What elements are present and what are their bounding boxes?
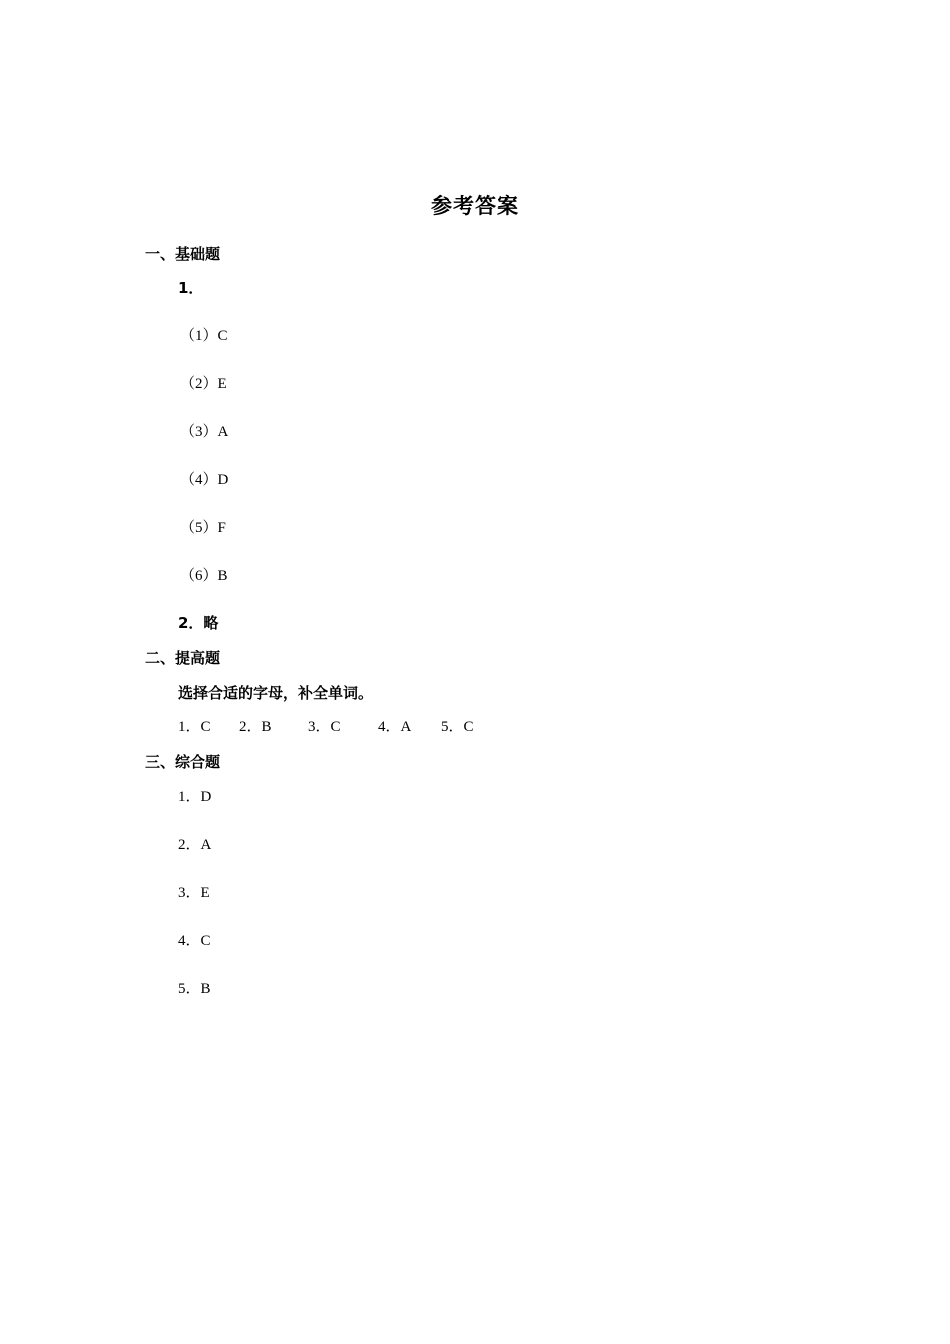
question-2-label: 2．略 [178, 614, 219, 632]
answer-item: 1．D [178, 789, 212, 805]
answer-item: （4）D [180, 472, 229, 488]
answer-item: 2．B [239, 719, 272, 735]
answer-item: 3．E [178, 885, 210, 901]
answer-item: （2）E [180, 376, 227, 392]
answer-item: 5．C [441, 719, 474, 735]
answer-item: 2．A [178, 837, 212, 853]
section-heading-advanced: 二、提高题 [145, 649, 221, 667]
section-instruction: 选择合适的字母，补全单词。 [178, 684, 374, 702]
question-1-label: 1． [178, 279, 204, 297]
answer-item: 4．C [178, 933, 211, 949]
answer-item: （6）B [180, 568, 228, 584]
answer-item: （3）A [180, 424, 229, 440]
answer-item: 5．B [178, 981, 211, 997]
answer-item: 4．A [378, 719, 412, 735]
section-heading-basic: 一、基础题 [145, 245, 221, 263]
answer-item: （1）C [180, 328, 228, 344]
answer-item: 1．C [178, 719, 211, 735]
answer-item: （5）F [180, 520, 226, 536]
answer-item: 3．C [308, 719, 341, 735]
section-heading-comprehensive: 三、综合题 [145, 753, 221, 771]
page-title: 参考答案 [431, 194, 519, 218]
